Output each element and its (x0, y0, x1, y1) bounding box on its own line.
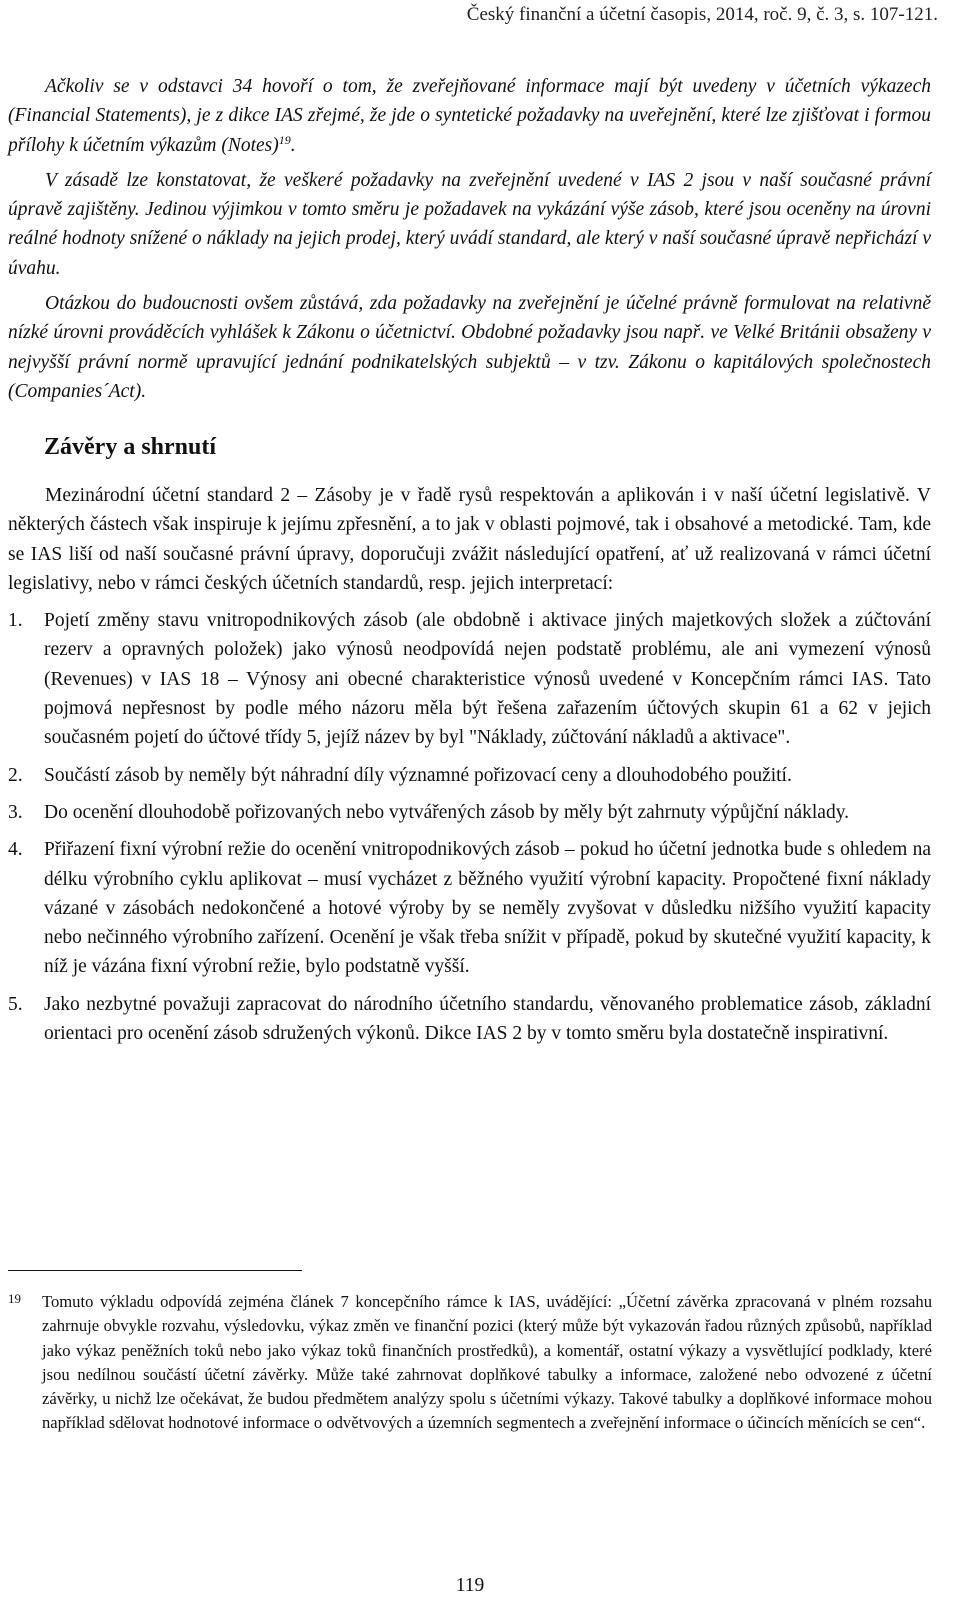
intro-paragraphs (8, 72, 931, 412)
list-item (8, 990, 931, 1049)
footnote-mark: 19 (8, 1291, 21, 1306)
list-item-text: Pojetí změny stavu vnitropodnikových zásob (ale obdobně i aktivace jiných majetkových složek a zúčtování rezerv a opravných položek) jako výnosů neodpovídá nejen podstatě problému, ale ani vymezení výnosů (Revenues) v IAS 18 – Výnosy ani obecné charakteristice výnosů uvedené v Koncepčním rámci IAS. Tato pojmová nepřesnost by podle mého názoru měla být řešena zařazením účtových skupin 61 a 62 v jejich současném pojetí do účtové třídy 5, jejíž název by byl "Náklady, zúčtování nákladů a aktivace". (44, 610, 931, 749)
list-item-text: Součástí zásob by neměly být náhradní díly významné pořizovací ceny a dlouhodobého použití. (44, 764, 792, 786)
paragraph-notes-end: . (290, 134, 296, 156)
list-item-text: Jako nezbytné považuji zapracovat do národního účetního standardu, věnovaného problematice zásob, základní orientaci pro ocenění zásob sdružených výkonů. Dikce IAS 2 by v tomto směru byla dostatečně inspirativní. (44, 993, 931, 1045)
footnote-separator (8, 1270, 302, 1271)
list-item (8, 606, 931, 752)
recommendations-list (8, 606, 931, 1048)
list-item (8, 798, 931, 827)
conclusions-intro: Mezinárodní účetní standard 2 – Zásoby je v řadě rysů respektován a aplikován i v naší účetní legislativě. V některých částech však inspiruje k jejímu zpřesnění, a to jak v oblasti pojmové, tak i obsahové a metodické. Tam, kde se IAS liší od naší současné právní úpravy, doporučuji zvážit následující opatření, ať už realizovaná v rámci účetní legislativy, nebo v rámci českých účetních standardů, resp. jejich interpretací: (8, 485, 931, 594)
paragraph-future-question: Otázkou do budoucnosti ovšem zůstává, zda požadavky na zveřejnění je účelné právně formulovat na relativně nízké úrovni prováděcích vyhlášek k Zákonu o účetnictví. Obdobné požadavky jsou např. ve Velké Británii obsaženy v nejvyšší právní normě upravující jednání podnikatelských subjektů – v tzv. Zákonu o kapitálových společnostech (Companies´Act). (8, 293, 931, 402)
footnote-reference[interactable]: 19 (278, 132, 291, 147)
list-item (8, 761, 931, 790)
paragraph-notes-text: Ačkoliv se v odstavci 34 hovoří o tom, že zveřejňované informace mají být uvedeny v účetních výkazech (Financial Statements), je z dikce IAS zřejmé, že jde o syntetické požadavky na uveřejnění, které lze zjišťovat i formou přílohy k účetním výkazům (Notes) (8, 76, 931, 156)
list-item-number: 2. (8, 764, 23, 786)
paragraph-notes (8, 72, 931, 160)
list-item-number: 4. (8, 839, 23, 861)
paragraph-disclosure-requirements: V zásadě lze konstatovat, že veškeré požadavky na zveřejnění uvedené v IAS 2 jsou v naší současné právní úpravě zajištěny. Jedinou výjimkou v tomto směru je požadavek na vykázání výše zásob, které jsou oceněny na úrovni reálné hodnoty snížené o náklady na jejich prodej, který uvádí standard, ale který v naší současné úpravě nepřichází v úvahu. (8, 169, 931, 279)
running-header: Český finanční a účetní časopis, 2014, roč. 9, č. 3, s. 107-121. (466, 4, 938, 25)
conclusions-section (8, 481, 931, 1056)
footnote-text: Tomuto výkladu odpovídá zejména článek 7 koncepčního rámce k IAS, uvádějící: „Účetní závěrka zpracovaná v plném rozsahu zahrnuje obvykle rozvahu, výsledovku, výkaz změn ve finanční pozici (který může být vykazován řadou různých způsobů, například jako výkaz peněžních toků nebo jako výkaz toků finančních prostředků), a komentář, ostatní výkazy a vysvětlující podklady, které jsou nedílnou součástí účetní závěrky. Může také zahrnovat doplňkové tabulky a informace, založené nebo odvozené z účetní závěrky, u nichž lze očekávat, že budou předmětem analýzy spolu s účetními výkazy. Takové tabulky a doplňkové informace mohou například sdělovat hodnotové informace o odvětvových a územních segmentech a zveřejnění informace o účincích měnících se cen“. (42, 1292, 932, 1433)
list-item (8, 835, 931, 981)
page-number: 119 (455, 1575, 485, 1596)
list-item-text: Do ocenění dlouhodobě pořizovaných nebo vytvářených zásob by měly být zahrnuty výpůjční náklady. (44, 801, 850, 823)
list-item-number: 1. (8, 610, 23, 632)
list-item-number: 5. (8, 993, 23, 1015)
list-item-text: Přiřazení fixní výrobní režie do ocenění vnitropodnikových zásob – pokud ho účetní jednotka bude s ohledem na délku výrobního cyklu aplikovat – musí vycházet z běžného využití výrobní kapacity. Propočtené fixní náklady vázané v zásobách nedokončené a hotové výroby by se neměly zvyšovat v důsledku nižšího využití kapacity nebo nečinného výrobního zařízení. Ocenění je však třeba snížit v případě, pokud by skutečné využití kapacity, k níž je vázána fixní výrobní režie, bylo podstatně vyšší. (44, 839, 931, 978)
footnote (8, 1290, 932, 1436)
list-item-number: 3. (8, 801, 23, 823)
section-heading: Závěry a shrnutí (44, 434, 217, 460)
